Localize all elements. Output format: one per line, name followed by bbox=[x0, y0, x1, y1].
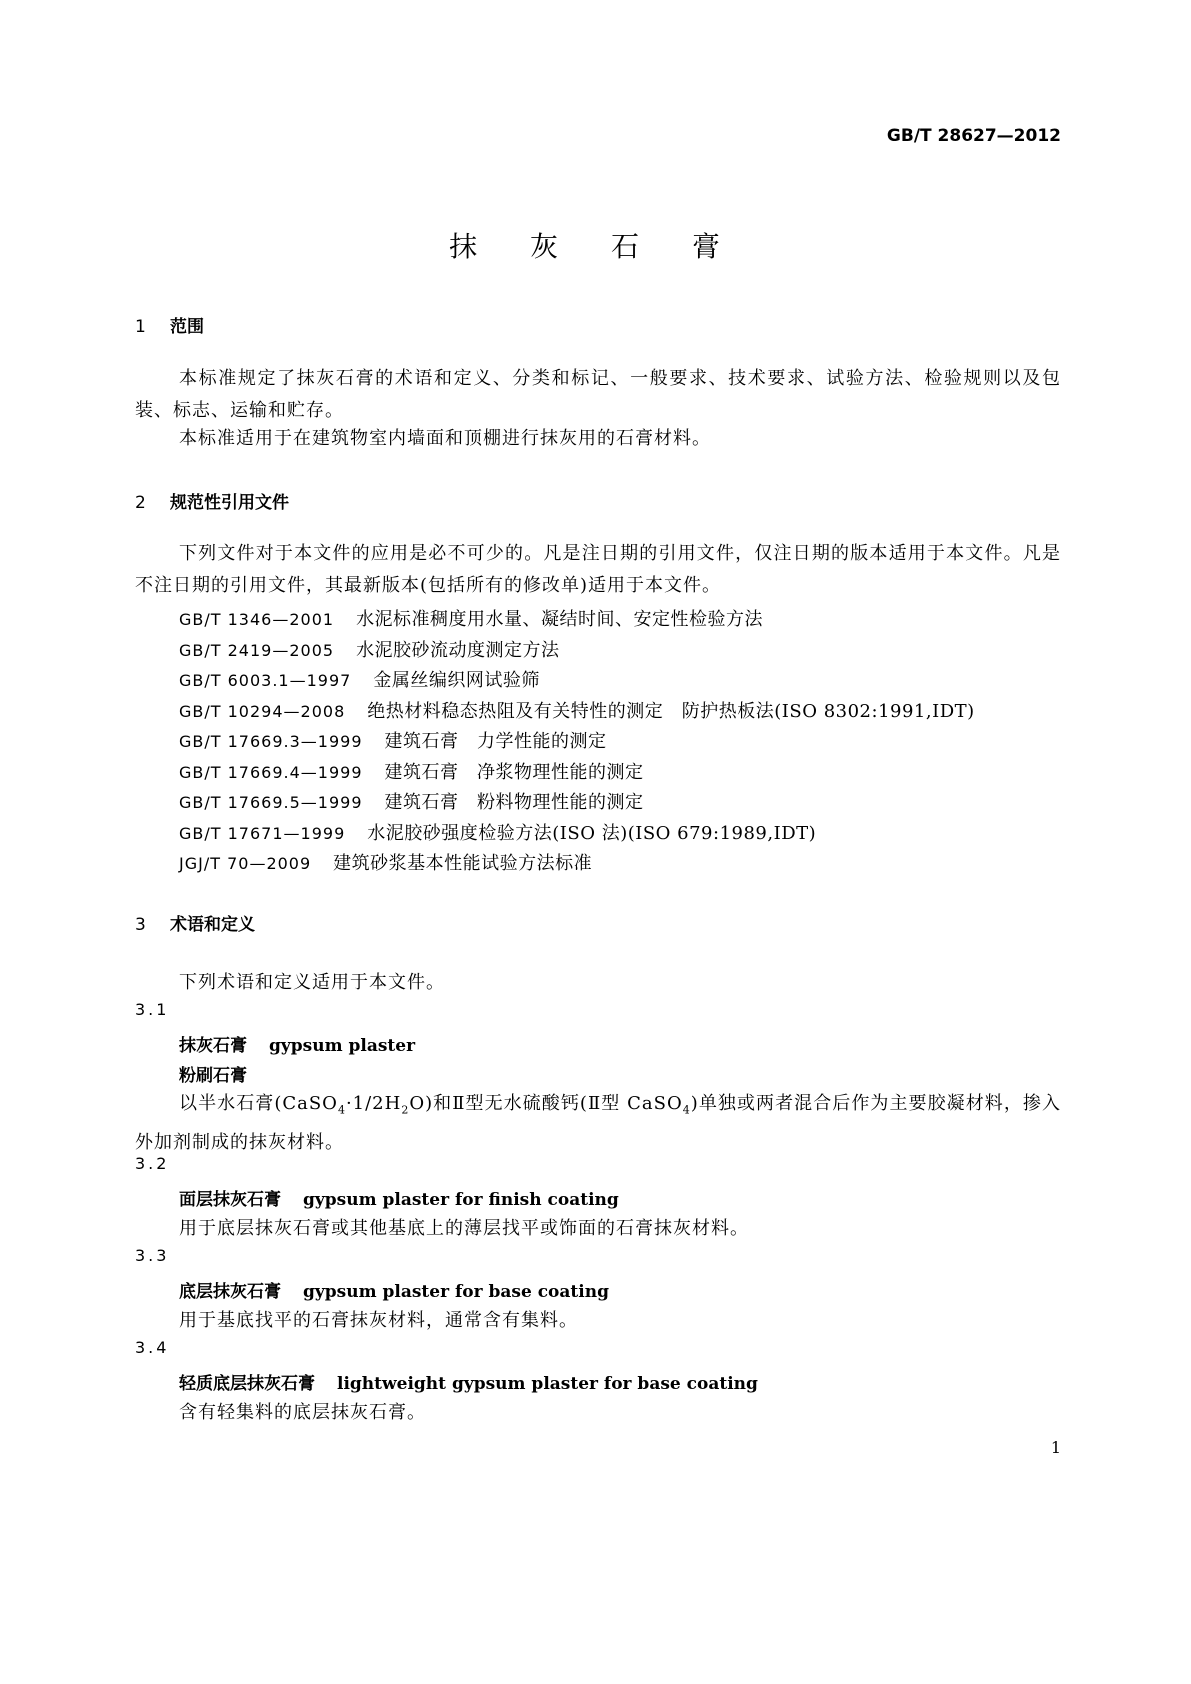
section-heading-normative-references bbox=[135, 488, 289, 513]
document-title: 抹 灰 石 膏 bbox=[449, 230, 742, 263]
reference-code: GB/T 6003.1—1997 bbox=[179, 671, 352, 690]
def-part: O)和Ⅱ型无水硫酸钙(Ⅱ型 CaSO bbox=[409, 1093, 683, 1114]
def-part: )单独或两者混合后作为主要胶凝材料，掺入外加剂制成的抹灰材料。 bbox=[135, 1093, 1061, 1153]
reference-item bbox=[179, 636, 560, 662]
subscript: 4 bbox=[337, 1103, 346, 1117]
def-part: 以半水石膏(CaSO bbox=[179, 1093, 338, 1114]
term-entry bbox=[179, 1369, 758, 1394]
reference-item bbox=[179, 758, 644, 784]
term-number: 3.3 bbox=[135, 1246, 170, 1265]
term-zh: 轻质底层抹灰石膏 bbox=[179, 1374, 315, 1394]
reference-title: 水泥标准稠度用水量、凝结时间、安定性检验方法 bbox=[356, 609, 764, 630]
paragraph: 本标准规定了抹灰石膏的术语和定义、分类和标记、一般要求、技术要求、试验方法、检验规则以及包装、标志、运输和贮存。 bbox=[135, 368, 1061, 421]
reference-item bbox=[179, 666, 540, 692]
reference-title: 建筑石膏 净浆物理性能的测定 bbox=[384, 762, 644, 783]
term-definition: 用于基底找平的石膏抹灰材料，通常含有集料。 bbox=[179, 1310, 578, 1331]
term-en: gypsum plaster for base coating bbox=[303, 1282, 609, 1302]
term-en: gypsum plaster for finish coating bbox=[303, 1190, 619, 1210]
reference-title: 绝热材料稳态热阻及有关特性的测定 防护热板法(ISO 8302:1991,IDT) bbox=[367, 701, 975, 722]
term-zh: 底层抹灰石膏 bbox=[179, 1282, 281, 1302]
reference-item bbox=[179, 727, 607, 753]
reference-code: GB/T 2419—2005 bbox=[179, 641, 335, 660]
term-number: 3.2 bbox=[135, 1154, 170, 1173]
term-en: gypsum plaster bbox=[269, 1036, 416, 1056]
reference-item bbox=[179, 849, 592, 875]
reference-item bbox=[179, 605, 763, 631]
term-definition: 含有轻集料的底层抹灰石膏。 bbox=[179, 1402, 426, 1423]
reference-code: GB/T 17669.4—1999 bbox=[179, 763, 363, 782]
term-entry bbox=[179, 1185, 619, 1210]
term-zh: 抹灰石膏 bbox=[179, 1036, 247, 1056]
reference-title: 建筑砂浆基本性能试验方法标准 bbox=[333, 853, 593, 874]
reference-item bbox=[179, 819, 816, 845]
reference-title: 金属丝编织网试验筛 bbox=[373, 670, 540, 691]
term-alternative: 粉刷石膏 bbox=[179, 1066, 247, 1086]
section-number: 1 bbox=[135, 317, 146, 337]
term-entry bbox=[179, 1277, 609, 1302]
paragraph: 下列文件对于本文件的应用是必不可少的。凡是注日期的引用文件，仅注日期的版本适用于本文件。凡是不注日期的引用文件，其最新版本(包括所有的修改单)适用于本文件。 bbox=[135, 543, 1061, 596]
term-entry bbox=[179, 1031, 415, 1056]
reference-title: 建筑石膏 力学性能的测定 bbox=[384, 731, 607, 752]
reference-code: GB/T 17671—1999 bbox=[179, 824, 346, 843]
subscript: 4 bbox=[682, 1103, 691, 1117]
term-number: 3.1 bbox=[135, 1000, 170, 1019]
section-heading-terms bbox=[135, 910, 255, 935]
section-title: 范围 bbox=[170, 317, 204, 337]
reference-item bbox=[179, 788, 644, 814]
term-definition: 用于底层抹灰石膏或其他基底上的薄层找平或饰面的石膏抹灰材料。 bbox=[179, 1218, 749, 1239]
section-intro: 下列术语和定义适用于本文件。 bbox=[179, 972, 445, 993]
reference-title: 水泥胶砂流动度测定方法 bbox=[356, 640, 560, 661]
term-en: lightweight gypsum plaster for base coating bbox=[337, 1374, 758, 1394]
reference-item bbox=[179, 697, 975, 723]
term-definition bbox=[135, 1088, 1061, 1159]
standard-code: GB/T 28627—2012 bbox=[886, 126, 1061, 146]
reference-code: GB/T 1346—2001 bbox=[179, 610, 335, 629]
section-number: 3 bbox=[135, 915, 146, 935]
section-heading-scope bbox=[135, 312, 204, 337]
reference-code: GB/T 17669.3—1999 bbox=[179, 732, 363, 751]
reference-title: 水泥胶砂强度检验方法(ISO 法)(ISO 679:1989,IDT) bbox=[367, 823, 817, 844]
section-title: 规范性引用文件 bbox=[170, 493, 289, 513]
term-zh: 面层抹灰石膏 bbox=[179, 1190, 281, 1210]
reference-code: GB/T 17669.5—1999 bbox=[179, 793, 363, 812]
reference-title: 建筑石膏 粉料物理性能的测定 bbox=[384, 792, 644, 813]
paragraph: 本标准适用于在建筑物室内墙面和顶棚进行抹灰用的石膏材料。 bbox=[179, 428, 711, 449]
section-number: 2 bbox=[135, 493, 146, 513]
reference-code: GB/T 10294—2008 bbox=[179, 702, 346, 721]
def-part: ·1/2H bbox=[345, 1093, 402, 1114]
subscript: 2 bbox=[401, 1103, 410, 1117]
term-number: 3.4 bbox=[135, 1338, 170, 1357]
section-title: 术语和定义 bbox=[170, 915, 255, 935]
page-number: 1 bbox=[1050, 1438, 1061, 1457]
reference-code: JGJ/T 70—2009 bbox=[179, 854, 312, 873]
